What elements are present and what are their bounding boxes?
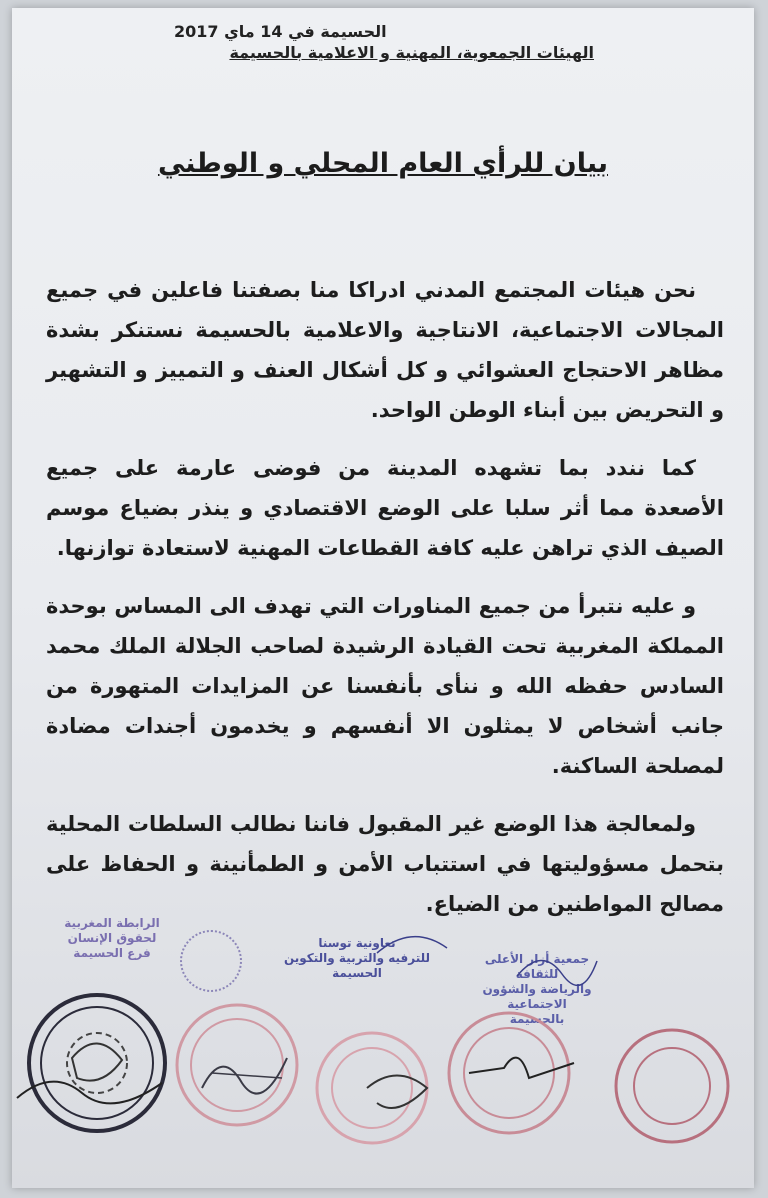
signatures-section: [12, 908, 754, 1188]
emblem-stamp: [180, 930, 242, 992]
paragraph: و عليه نتبرأ من جميع المناورات التي تهدف الى المساس بوحدة المملكة المغربية تحت القيادة الرشيدة لصاحب الجلالة الملك محمد السادس حفظه الله و ننأى بأنفسنا عن المزايدات المتهورة من جانب أشخاص لا يمثلون الا أنفسهم و يخدمون أجندات مضادة لمصلحة الساكنة.: [46, 594, 724, 778]
round-stamp: [612, 1026, 732, 1146]
signatory-label: جمعية أزار الأعلى للثقافة والرياضة والشؤون الاجتماعية بالحسيمة: [482, 952, 592, 1026]
paragraph: نحن هيئات المجتمع المدني ادراكا منا بصفتنا فاعلين في جميع المجالات الاجتماعية، الانتاجية والاعلامية بالحسيمة نستنكر بشدة مظاهر الاحتجاج العشوائي و كل أشكال العنف و التمييز و التشهير و التحريض بين أبناء الوطن الواحد.: [46, 278, 724, 422]
signatory-label: الرابطة المغربية لحقوق الإنسان فرع الحسيمة: [64, 916, 160, 960]
handwritten-signature: [512, 946, 602, 986]
signatory-label: تعاونية توسنا للترفيه والتربية والتكوين الحسيمة: [283, 936, 431, 980]
document-page: [12, 8, 754, 1188]
handwritten-signature: [372, 928, 452, 968]
handwritten-signature: [12, 1058, 172, 1118]
letter-date: الحسيمة في 14 ماي 2017: [174, 22, 387, 41]
statement-title: بيان للرأي العام المحلي و الوطني: [157, 148, 609, 179]
paragraph: ولمعالجة هذا الوضع غير المقبول فاننا نطالب السلطات المحلية بتحمل مسؤوليتها في استتباب الأمن و الطمأنينة و الحفاظ على مصالح المواطنين من الضياع.: [46, 812, 724, 916]
handwritten-signature: [464, 1038, 584, 1098]
issuing-organizations: الهيئات الجمعوية، المهنية و الاعلامية بالحسيمة: [229, 43, 594, 62]
paragraph: كما نندد بما تشهده المدينة من فوضى عارمة على جميع الأصعدة مما أثر سلبا على الوضع الاقتصادي و ينذر بضياع موسم الصيف الذي تراهن عليه كافة القطاعات المهنية لاستعادة توازنها.: [46, 456, 724, 560]
handwritten-signature: [192, 1038, 302, 1118]
handwritten-signature: [357, 1058, 447, 1128]
statement-body: [46, 270, 724, 942]
letter-header: [174, 22, 594, 62]
